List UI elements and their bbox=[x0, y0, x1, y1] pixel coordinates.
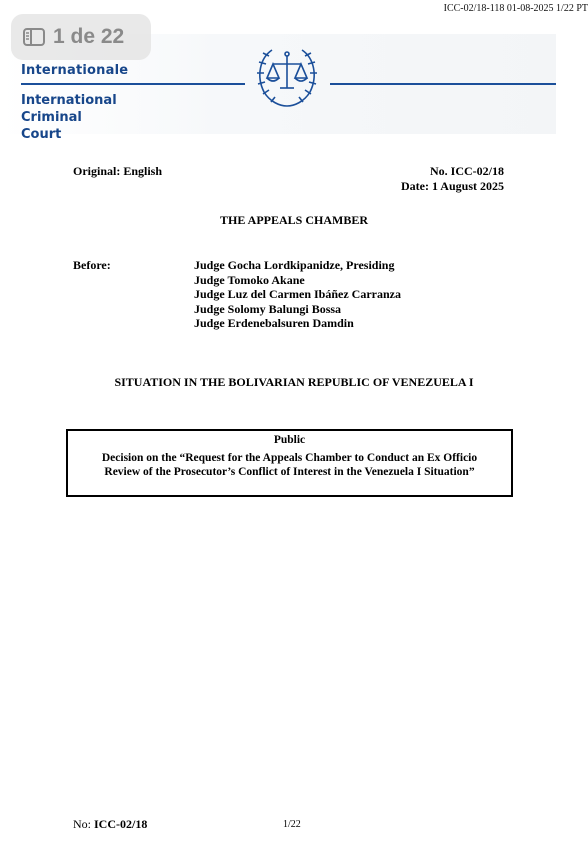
footer-case-number bbox=[73, 817, 147, 832]
letterhead-english-name bbox=[21, 92, 117, 143]
chamber-heading: THE APPEALS CHAMBER bbox=[219, 213, 369, 227]
judge-name: Judge Gocha Lordkipanidze, Presiding bbox=[194, 258, 395, 272]
letterhead-french-name: Internationale bbox=[21, 63, 129, 78]
judge-name: Judge Tomoko Akane bbox=[194, 272, 305, 287]
original-language: Original: English bbox=[73, 164, 163, 178]
letterhead-english-line: Criminal bbox=[21, 110, 82, 125]
letterhead-english-line: International bbox=[21, 93, 117, 108]
letterhead-english-line: Court bbox=[21, 127, 62, 142]
letterhead-rule-right bbox=[330, 83, 556, 85]
document-reference: ICC-02/18-118 01-08-2025 1/22 PT bbox=[443, 3, 588, 14]
case-number: No. ICC-02/18 bbox=[430, 164, 504, 178]
classification-label: Public bbox=[273, 434, 306, 446]
sidebar-toggle-icon[interactable] bbox=[23, 28, 45, 46]
decision-title-line: Decision on the “Request for the Appeals Chamber to Conduct an Ex Officio bbox=[101, 452, 478, 464]
judge-name: Judge Erdenebalsuren Damdin bbox=[194, 316, 354, 330]
judge-name: Judge Solomy Balungi Bossa bbox=[194, 301, 342, 316]
page-indicator[interactable] bbox=[11, 14, 151, 60]
letterhead-rule-left bbox=[21, 83, 245, 85]
case-meta bbox=[401, 164, 504, 194]
judge-name: Judge Luz del Carmen Ibáñez Carranza bbox=[194, 287, 401, 301]
footer-page-number: 1/22 bbox=[283, 819, 301, 830]
decision-date: Date: 1 August 2025 bbox=[400, 179, 504, 193]
icc-scales-laurel-emblem-icon bbox=[242, 42, 332, 110]
bench-label: Before: bbox=[73, 258, 111, 272]
decision-title-line: Review of the Prosecutor’s Conflict of Interest in the Venezuela I Situation” bbox=[104, 465, 475, 478]
decision-box bbox=[66, 429, 513, 497]
judges-list bbox=[194, 258, 401, 331]
page-indicator-label: 1 de 22 bbox=[53, 25, 125, 48]
footer-no-value: ICC-02/18 bbox=[94, 817, 148, 831]
situation-heading: SITUATION IN THE BOLIVARIAN REPUBLIC OF VENEZUELA I bbox=[114, 375, 474, 389]
footer-no-label: No: bbox=[73, 817, 91, 831]
